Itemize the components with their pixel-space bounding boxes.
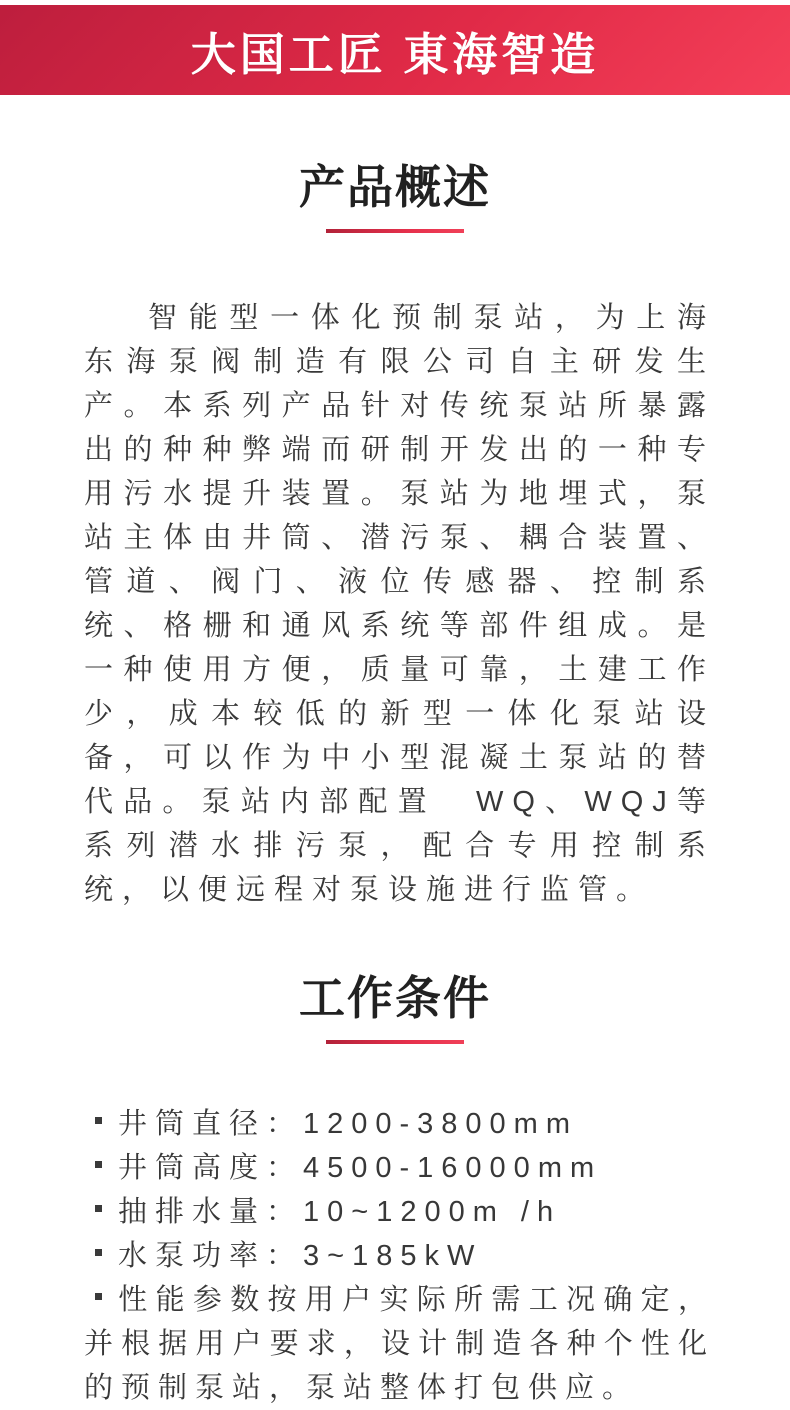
list-item-text: 井筒直径：1200-3800mm — [118, 1108, 578, 1140]
list-item-text: 抽排水量：10~1200m /h — [118, 1196, 562, 1228]
overview-section-title: 产品概述 — [299, 161, 491, 213]
working-conditions-section — [0, 970, 790, 1410]
bullet-icon — [95, 1205, 102, 1212]
working-conditions-title-underline — [326, 1040, 464, 1044]
list-item-text: 井筒高度：4500-16000mm — [118, 1152, 603, 1184]
overview-section — [0, 159, 790, 912]
overview-title-underline — [326, 229, 464, 233]
banner-title: 大国工匠 東海智造 — [190, 28, 600, 80]
list-item-text: 性能参数按用户实际所需工况确定，并根据用户要求，设计制造各种个性化的预制泵站，泵站整体打包供应。 — [84, 1284, 715, 1404]
bullet-icon — [95, 1249, 102, 1256]
list-item-shaft-height — [84, 1146, 715, 1190]
list-item-shaft-diameter — [84, 1102, 715, 1146]
list-item-text: 水泵功率：3~185kW — [118, 1240, 483, 1272]
bullet-icon — [95, 1293, 102, 1300]
header-banner — [0, 5, 790, 95]
list-item-performance-note — [84, 1278, 715, 1410]
bullet-icon — [95, 1117, 102, 1124]
list-item-flow-rate — [84, 1190, 715, 1234]
overview-paragraph: 智能型一体化预制泵站，为上海东海泵阀制造有限公司自主研发生产。本系列产品针对传统泵站所暴露出的种种弊端而研制开发出的一种专用污水提升装置。泵站为地埋式，泵站主体由井筒、潜污泵、耦合装置、管道、阀门、液位传感器、控制系统、格栅和通风系统等部件组成。是一种使用方便，质量可靠，土建工作少，成本较低的新型一体化泵站设备，可以作为中小型混凝土泵站的替代品。泵站内部配置 WQ、WQJ等系列潜水排污泵，配合专用控制系统，以便远程对泵设施进行监管。 — [84, 302, 715, 906]
bullet-icon — [95, 1161, 102, 1168]
working-conditions-section-title: 工作条件 — [299, 972, 491, 1024]
list-item-pump-power — [84, 1234, 715, 1278]
working-conditions-list — [84, 1102, 715, 1410]
